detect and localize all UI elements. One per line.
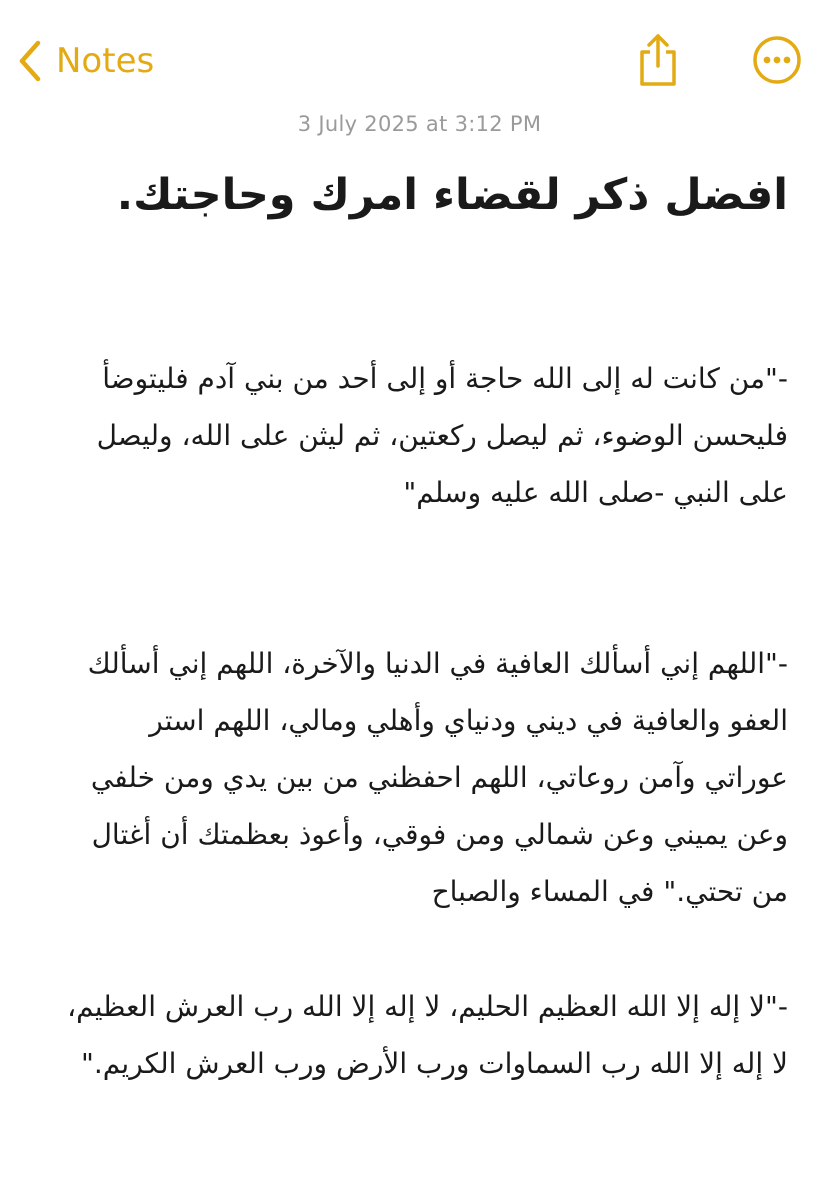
note-paragraph[interactable]: -"اللهم إني أسألك العافية في الدنيا والآخرة، اللهم إني أسألك العفو والعافية في ديني ودنياي وأهلي ومالي، اللهم استر عوراتي وآمن روعاتي، اللهم احفظني من بين يدي ومن خلفي وعن يميني وعن شمالي ومن فوقي، وأعوذ بعظمتك أن أغتال من تحتي." في المساء والصباح <box>87 647 788 908</box>
navigation-bar <box>0 0 839 110</box>
back-button[interactable] <box>14 36 154 86</box>
chevron-left-icon <box>14 37 44 85</box>
more-button[interactable] <box>747 30 807 90</box>
share-icon <box>636 32 680 88</box>
note-title[interactable]: افضل ذكر لقضاء امرك وحاجتك. <box>116 170 788 220</box>
share-button[interactable] <box>628 30 688 90</box>
note-paragraph[interactable]: -"من كانت له إلى الله حاجة أو إلى أحد من بني آدم فليتوضأ فليحسن الوضوء، ثم ليصل ركعتين، ثم ليثن على الله، وليصل على النبي -صلى الله عليه وسلم" <box>96 362 788 509</box>
note-date: 3 July 2025 at 3:12 PM <box>297 112 542 136</box>
note-editor[interactable] <box>60 160 788 1092</box>
note-paragraph[interactable]: -"لا إله إلا الله العظيم الحليم، لا إله إلا الله رب العرش العظيم، لا إله إلا الله رب السماوات ورب الأرض ورب العرش الكريم." <box>67 990 788 1080</box>
more-icon <box>751 34 803 86</box>
back-label: Notes <box>56 41 155 81</box>
